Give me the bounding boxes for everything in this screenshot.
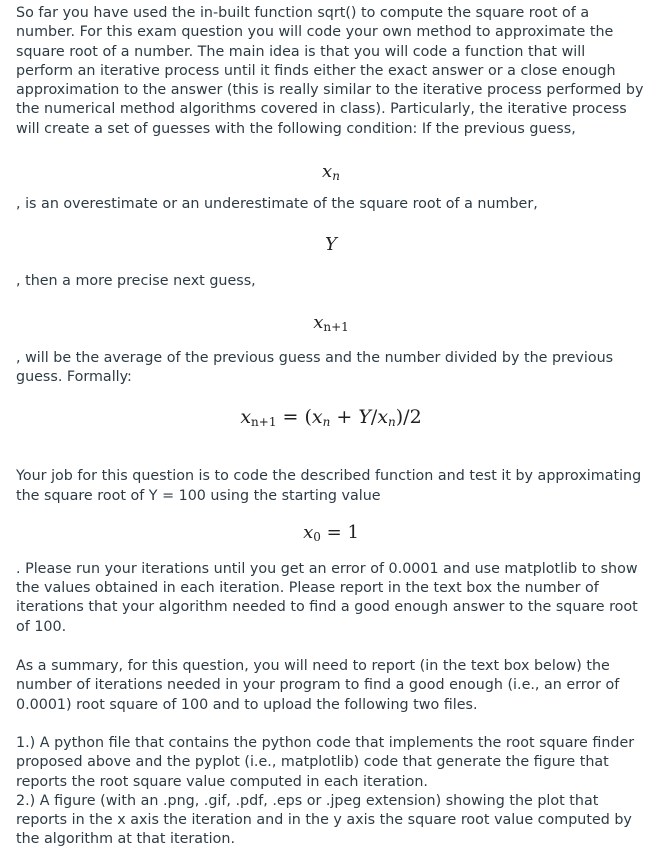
update-formula: $x_{n+1} = (x_n + Y/x_n)/2$ xyxy=(240,406,422,430)
job-paragraph: Your job for this question is to code the described function and test it by approximating the square root of Y = 100 using the starting value xyxy=(16,468,642,504)
math-Y: Y xyxy=(325,234,337,256)
question-body xyxy=(16,4,646,850)
intro-paragraph: So far you have used the in-built function sqrt() to compute the square root of a number. For this exam question you will code your own method to approximate the square root of a number. The main idea is that you will code a function that will perform an iterative process until it finds either the exact answer or a close enough approximation to the answer (this is really similar to the iterative process performed by the numerical method algorithms covered in class). Particularly, the iterative process will create a set of guesses with the following condition: If the previous guess, xyxy=(16,5,644,137)
iterations-paragraph: . Please run your iterations until you get an error of 0.0001 and use matplotlib to show the values obtained in each iteration. Please report in the text box the number of iterations that your algorithm needed to find a good enough answer to the square root of 100. xyxy=(16,560,638,635)
average-text: , will be the average of the previous guess and the number divided by the previous guess. Formally: xyxy=(16,349,614,385)
file-item-1: 1.) A python file that contains the python code that implements the root square finder proposed above and the pyplot (i.e., matplotlib) code that generate the figure that reports the root square value computed in each iteration. xyxy=(16,734,635,790)
summary-paragraph: As a summary, for this question, you will need to report (in the text box below) the number of iterations needed in your program to find a good enough (i.e., an error of 0.0001) root square of 100 and to upload the following two files. xyxy=(16,658,620,713)
math-x-0: $x_0 = 1$ xyxy=(303,521,359,544)
file-item-2: 2.) A figure (with an .png, .gif, .pdf, .eps or .jpeg extension) showing the plot that reports in the x axis the iteration and in the y axis the square root value computed by the algorithm at that iteration. xyxy=(16,792,632,848)
math-x-n-plus-1: $x_{n+1}$ xyxy=(313,311,349,334)
precise-guess-text: , then a more precise next guess, xyxy=(16,273,256,290)
math-x-n: $x_n$ xyxy=(322,161,340,184)
overestimate-text: , is an overestimate or an underestimate of the square root of a number, xyxy=(16,196,538,213)
